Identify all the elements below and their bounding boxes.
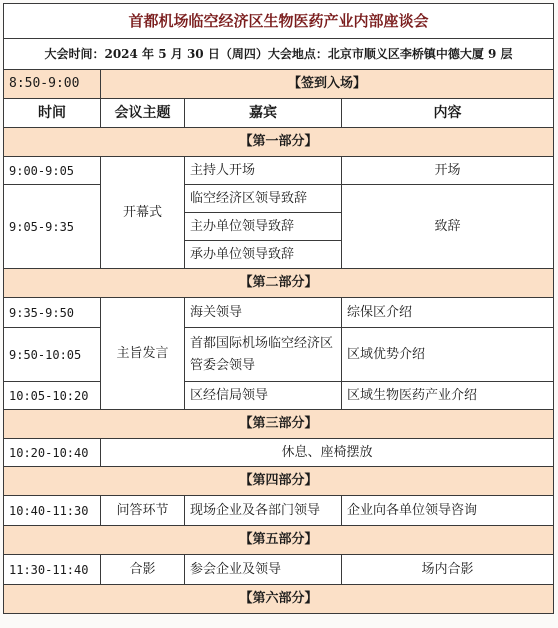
section-header-part1 — [4, 128, 554, 157]
table-row — [4, 328, 554, 382]
section-label: 【第三部分】 — [4, 410, 554, 439]
meeting-info: 大会时间：2024 年 5 月 30 日（周四）大会地点：北京市顺义区李桥镇中德大厦 9 层 — [4, 39, 554, 70]
time-cell: 10:20-10:40 — [4, 439, 101, 467]
content-cell: 企业向各单位领导咨询 — [342, 496, 554, 526]
theme-cell: 主旨发言 — [101, 298, 185, 410]
table-row — [4, 555, 554, 585]
time-cell: 9:00-9:05 — [4, 157, 101, 185]
content-cell: 区域优势介绍 — [342, 328, 554, 382]
section-label: 【第五部分】 — [4, 526, 554, 555]
column-header-guest: 嘉宾 — [185, 99, 342, 128]
time-cell: 9:35-9:50 — [4, 298, 101, 328]
info-row — [4, 39, 554, 70]
column-header-content: 内容 — [342, 99, 554, 128]
table-row — [4, 439, 554, 467]
guest-cell: 区经信局领导 — [185, 382, 342, 410]
guest-cell: 临空经济区领导致辞 — [185, 185, 342, 213]
time-cell: 9:50-10:05 — [4, 328, 101, 382]
registration-time: 8:50-9:00 — [4, 70, 101, 99]
section-label: 【第一部分】 — [4, 128, 554, 157]
column-header-row — [4, 99, 554, 128]
content-cell: 综保区介绍 — [342, 298, 554, 328]
section-label: 【第四部分】 — [4, 467, 554, 496]
guest-cell: 承办单位领导致辞 — [185, 241, 342, 269]
guest-cell: 海关领导 — [185, 298, 342, 328]
column-header-time: 时间 — [4, 99, 101, 128]
table-row — [4, 298, 554, 328]
time-cell: 10:05-10:20 — [4, 382, 101, 410]
section-header-part5 — [4, 526, 554, 555]
section-header-part2 — [4, 269, 554, 298]
page-title: 首都机场临空经济区生物医药产业内部座谈会 — [4, 4, 554, 39]
time-cell: 9:05-9:35 — [4, 185, 101, 269]
theme-cell: 合影 — [101, 555, 185, 585]
registration-label: 【签到入场】 — [101, 70, 554, 99]
content-cell: 场内合影 — [342, 555, 554, 585]
section-header-part3 — [4, 410, 554, 439]
registration-row — [4, 70, 554, 99]
time-cell: 10:40-11:30 — [4, 496, 101, 526]
time-cell: 11:30-11:40 — [4, 555, 101, 585]
content-cell: 休息、座椅摆放 — [101, 439, 554, 467]
guest-cell: 主办单位领导致辞 — [185, 213, 342, 241]
column-header-theme: 会议主题 — [101, 99, 185, 128]
guest-cell: 参会企业及领导 — [185, 555, 342, 585]
section-header-part6 — [4, 585, 554, 614]
content-cell: 开场 — [342, 157, 554, 185]
section-header-part4 — [4, 467, 554, 496]
guest-cell: 首都国际机场临空经济区管委会领导 — [185, 328, 342, 382]
table-row — [4, 157, 554, 185]
content-cell: 区域生物医药产业介绍 — [342, 382, 554, 410]
agenda-table — [3, 3, 554, 614]
guest-cell: 现场企业及各部门领导 — [185, 496, 342, 526]
guest-cell: 主持人开场 — [185, 157, 342, 185]
table-row — [4, 382, 554, 410]
section-label: 【第六部分】 — [4, 585, 554, 614]
theme-cell: 问答环节 — [101, 496, 185, 526]
title-row — [4, 4, 554, 39]
table-row — [4, 185, 554, 213]
content-cell: 致辞 — [342, 185, 554, 269]
table-row — [4, 496, 554, 526]
section-label: 【第二部分】 — [4, 269, 554, 298]
theme-cell: 开幕式 — [101, 157, 185, 269]
